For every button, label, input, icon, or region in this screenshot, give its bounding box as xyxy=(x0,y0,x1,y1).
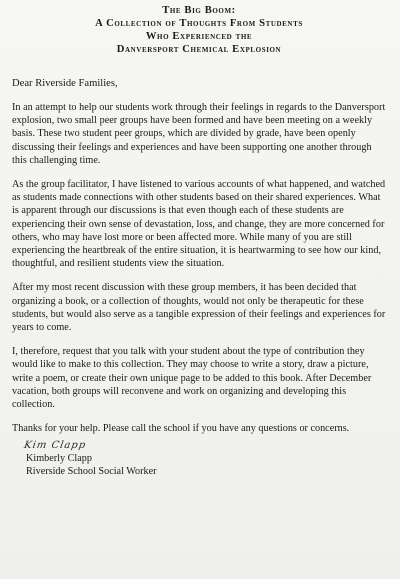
header-line-1: The Big Boom: xyxy=(162,5,236,16)
signer-title: Riverside School Social Worker xyxy=(26,466,157,478)
letter-header xyxy=(12,0,386,56)
header-line-2: A Collection of Thoughts From Students xyxy=(95,18,303,29)
header-line-4: Danversport Chemical Explosion xyxy=(116,44,282,55)
signature-block xyxy=(12,435,386,478)
closing-text: Thanks for your help. Please call the school if you have any questions or concerns. xyxy=(12,423,350,435)
paragraph-1: In an attempt to help our students work through their feelings in regards to the Danversport explosion, two small peer groups have been formed and have been meeting on a weekly basis. These two student peer groups, which are divided by grade, have been openly discussing their feelings and experiences and have been supporting one another through this challenging time. xyxy=(12,102,386,166)
handwritten-signature: Kim Clapp xyxy=(23,440,88,452)
header-line-3: Who Experienced the xyxy=(145,31,253,42)
paragraph-3: After my most recent discussion with these group members, it has been decided that organizing a book, or a collection of thoughts, would not only be therapeutic for these students, but would also serve as a tangible expression of their feelings and experiences for years to come. xyxy=(12,282,386,334)
signer-name: Kimberly Clapp xyxy=(26,453,92,465)
paragraph-4: I, therefore, request that you talk with your student about the type of contribution they would like to make to this collection. They may choose to write a story, draw a picture, write a poem, or create their own unique page to be added to this book. After December vacation, both groups will reconvene and work on organizing and developing this collection. xyxy=(12,346,372,411)
paragraph-2: As the group facilitator, I have listened to various accounts of what happened, and watched as students made connections with other students based on their shared experiences. What is apparent through our discussions is that even though each of these students are experiencing their own sense of devastation, loss, and change, they are more concerned for others, who may have lost more or been affected more. While many of you are still experiencing the heartbreak of the entire situation, it is heartwarming to see how our kind, thoughtful, and resilient students view the situation. xyxy=(12,179,386,270)
salutation: Dear Riverside Families, xyxy=(12,78,118,89)
